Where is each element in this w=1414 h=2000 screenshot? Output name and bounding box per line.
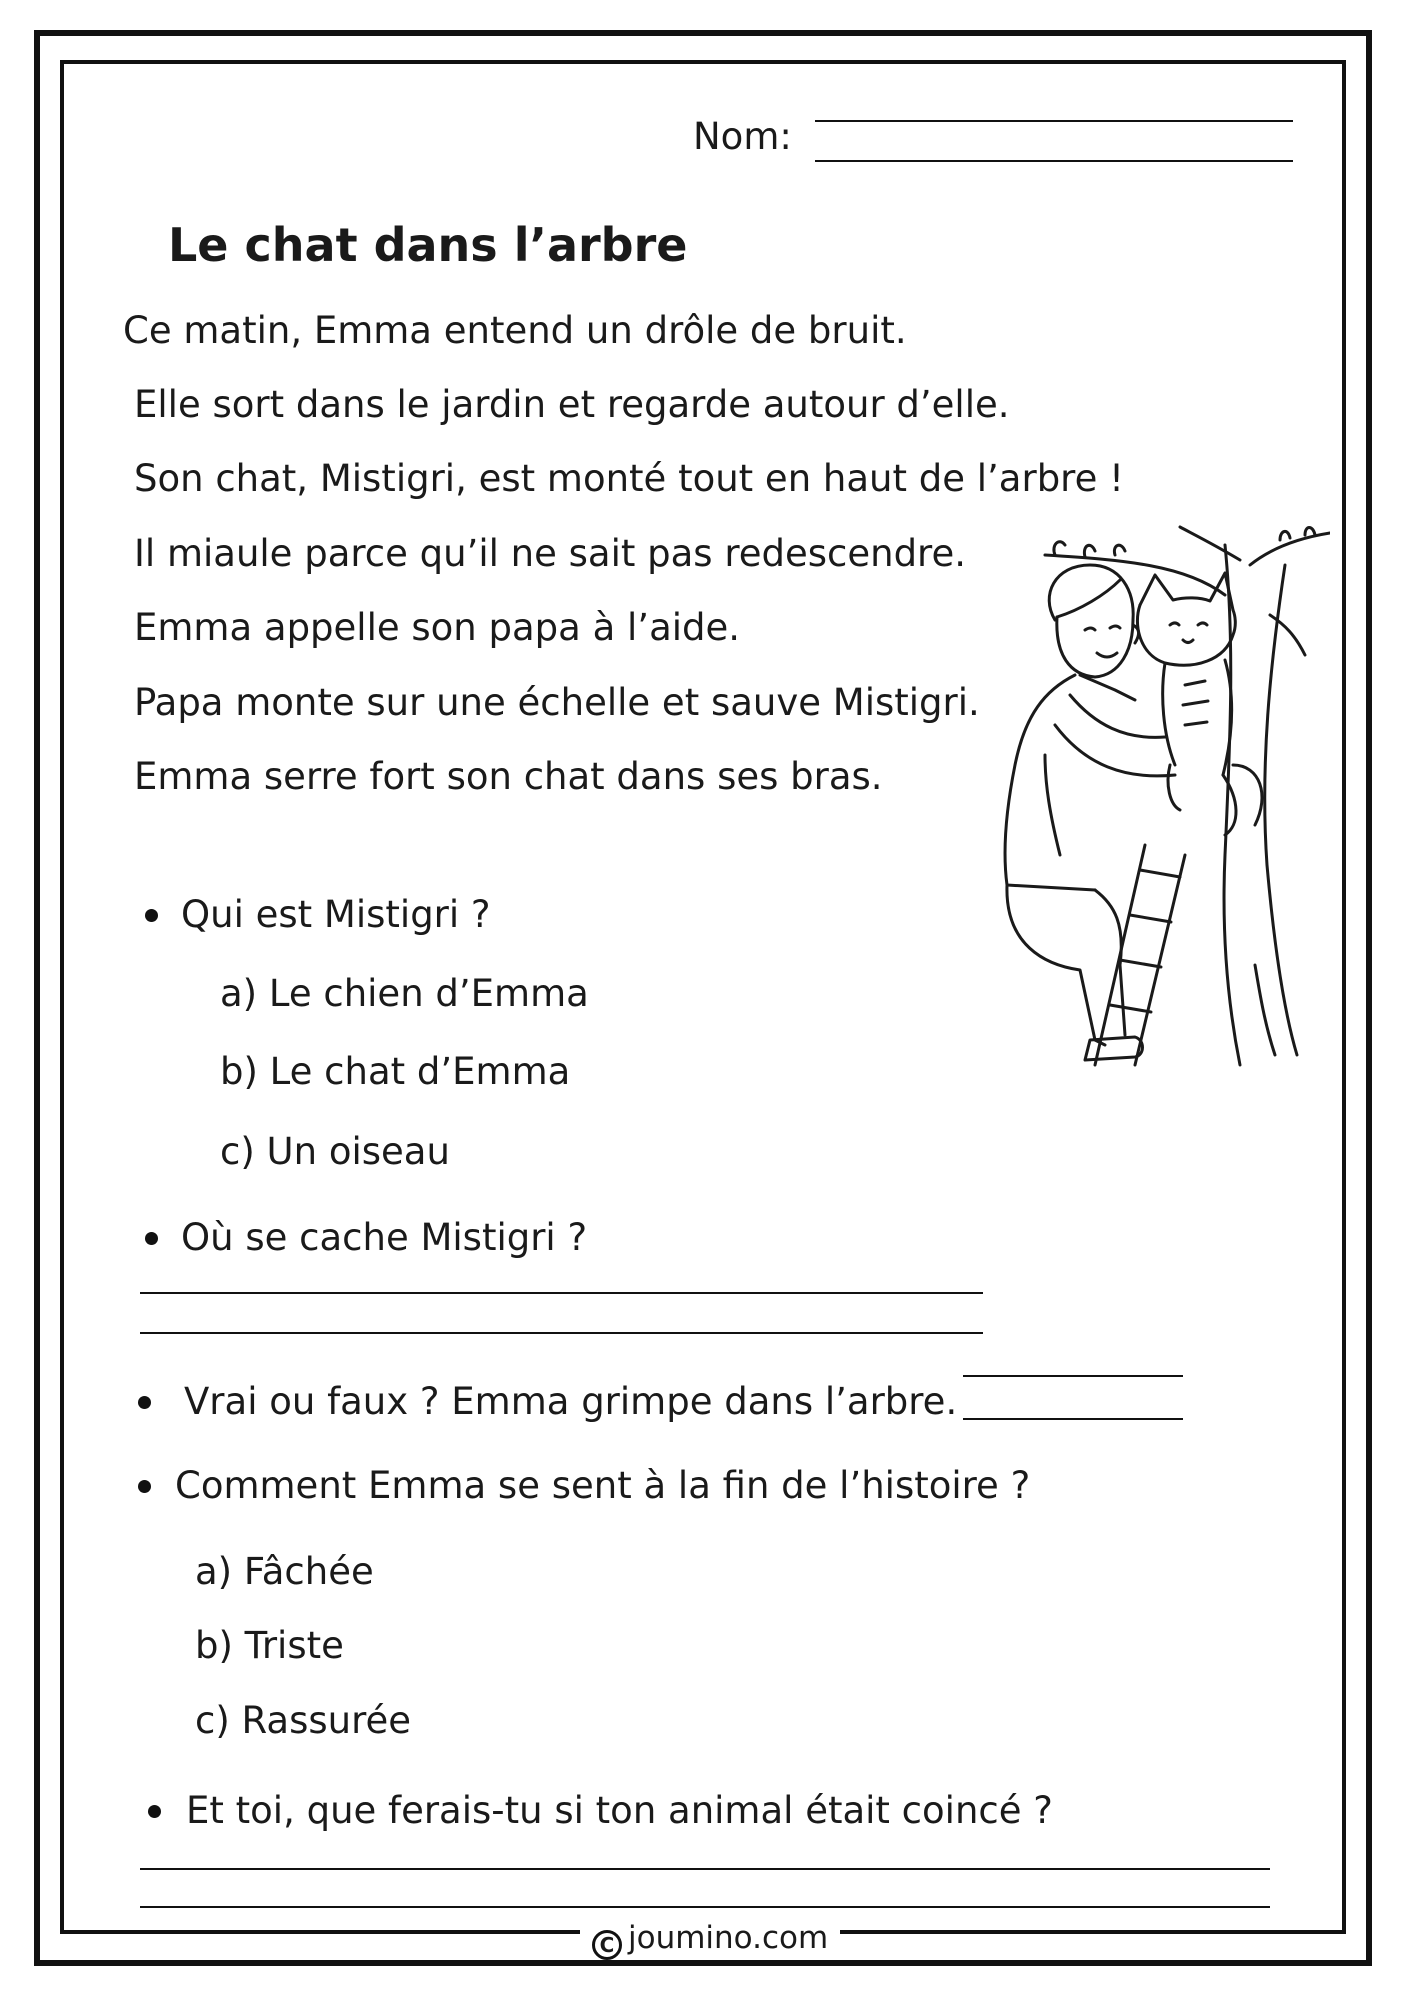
answer-line[interactable]	[140, 1292, 983, 1294]
story-line: Il miaule parce qu’il ne sait pas redescendre.	[134, 532, 966, 575]
story-line: Emma appelle son papa à l’aide.	[134, 606, 741, 649]
bullet	[138, 1396, 151, 1409]
footer-site: joumino.com	[628, 1920, 829, 1956]
copyright-icon: C	[592, 1930, 622, 1960]
story-line: Papa monte sur une échelle et sauve Mistigri.	[134, 681, 980, 724]
answer-line[interactable]	[140, 1868, 1270, 1870]
bullet	[145, 1232, 158, 1245]
question-text: Où se cache Mistigri ?	[181, 1216, 588, 1259]
answer-option[interactable]: a) Fâchée	[195, 1550, 374, 1593]
story-line: Son chat, Mistigri, est monté tout en haut de l’arbre !	[134, 457, 1124, 500]
name-label: Nom:	[693, 115, 792, 158]
answer-line[interactable]	[963, 1418, 1183, 1420]
question-text: Vrai ou faux ? Emma grimpe dans l’arbre.	[184, 1380, 958, 1423]
answer-option[interactable]: c) Un oiseau	[220, 1130, 450, 1173]
man-rescuing-cat-icon	[985, 525, 1330, 1070]
name-line-top	[815, 120, 1293, 122]
answer-line[interactable]	[140, 1906, 1270, 1908]
story-line: Emma serre fort son chat dans ses bras.	[134, 755, 883, 798]
bullet	[138, 1480, 151, 1493]
page-title: Le chat dans l’arbre	[168, 218, 688, 272]
answer-line[interactable]	[963, 1375, 1183, 1377]
answer-option[interactable]: c) Rassurée	[195, 1699, 412, 1742]
bullet	[148, 1805, 161, 1818]
question-text: Comment Emma se sent à la fin de l’histoire ?	[175, 1464, 1031, 1507]
story-line: Elle sort dans le jardin et regarde autour d’elle.	[134, 383, 1010, 426]
story-line: Ce matin, Emma entend un drôle de bruit.	[123, 309, 907, 352]
bullet	[145, 909, 158, 922]
footer-credit	[580, 1920, 840, 1956]
answer-option[interactable]: b) Le chat d’Emma	[220, 1050, 571, 1093]
name-answer-line[interactable]	[815, 160, 1293, 162]
question-text: Et toi, que ferais-tu si ton animal était coincé ?	[186, 1789, 1053, 1832]
answer-option[interactable]: b) Triste	[195, 1624, 344, 1667]
question-text: Qui est Mistigri ?	[181, 893, 491, 936]
answer-option[interactable]: a) Le chien d’Emma	[220, 972, 589, 1015]
answer-line[interactable]	[140, 1332, 983, 1334]
